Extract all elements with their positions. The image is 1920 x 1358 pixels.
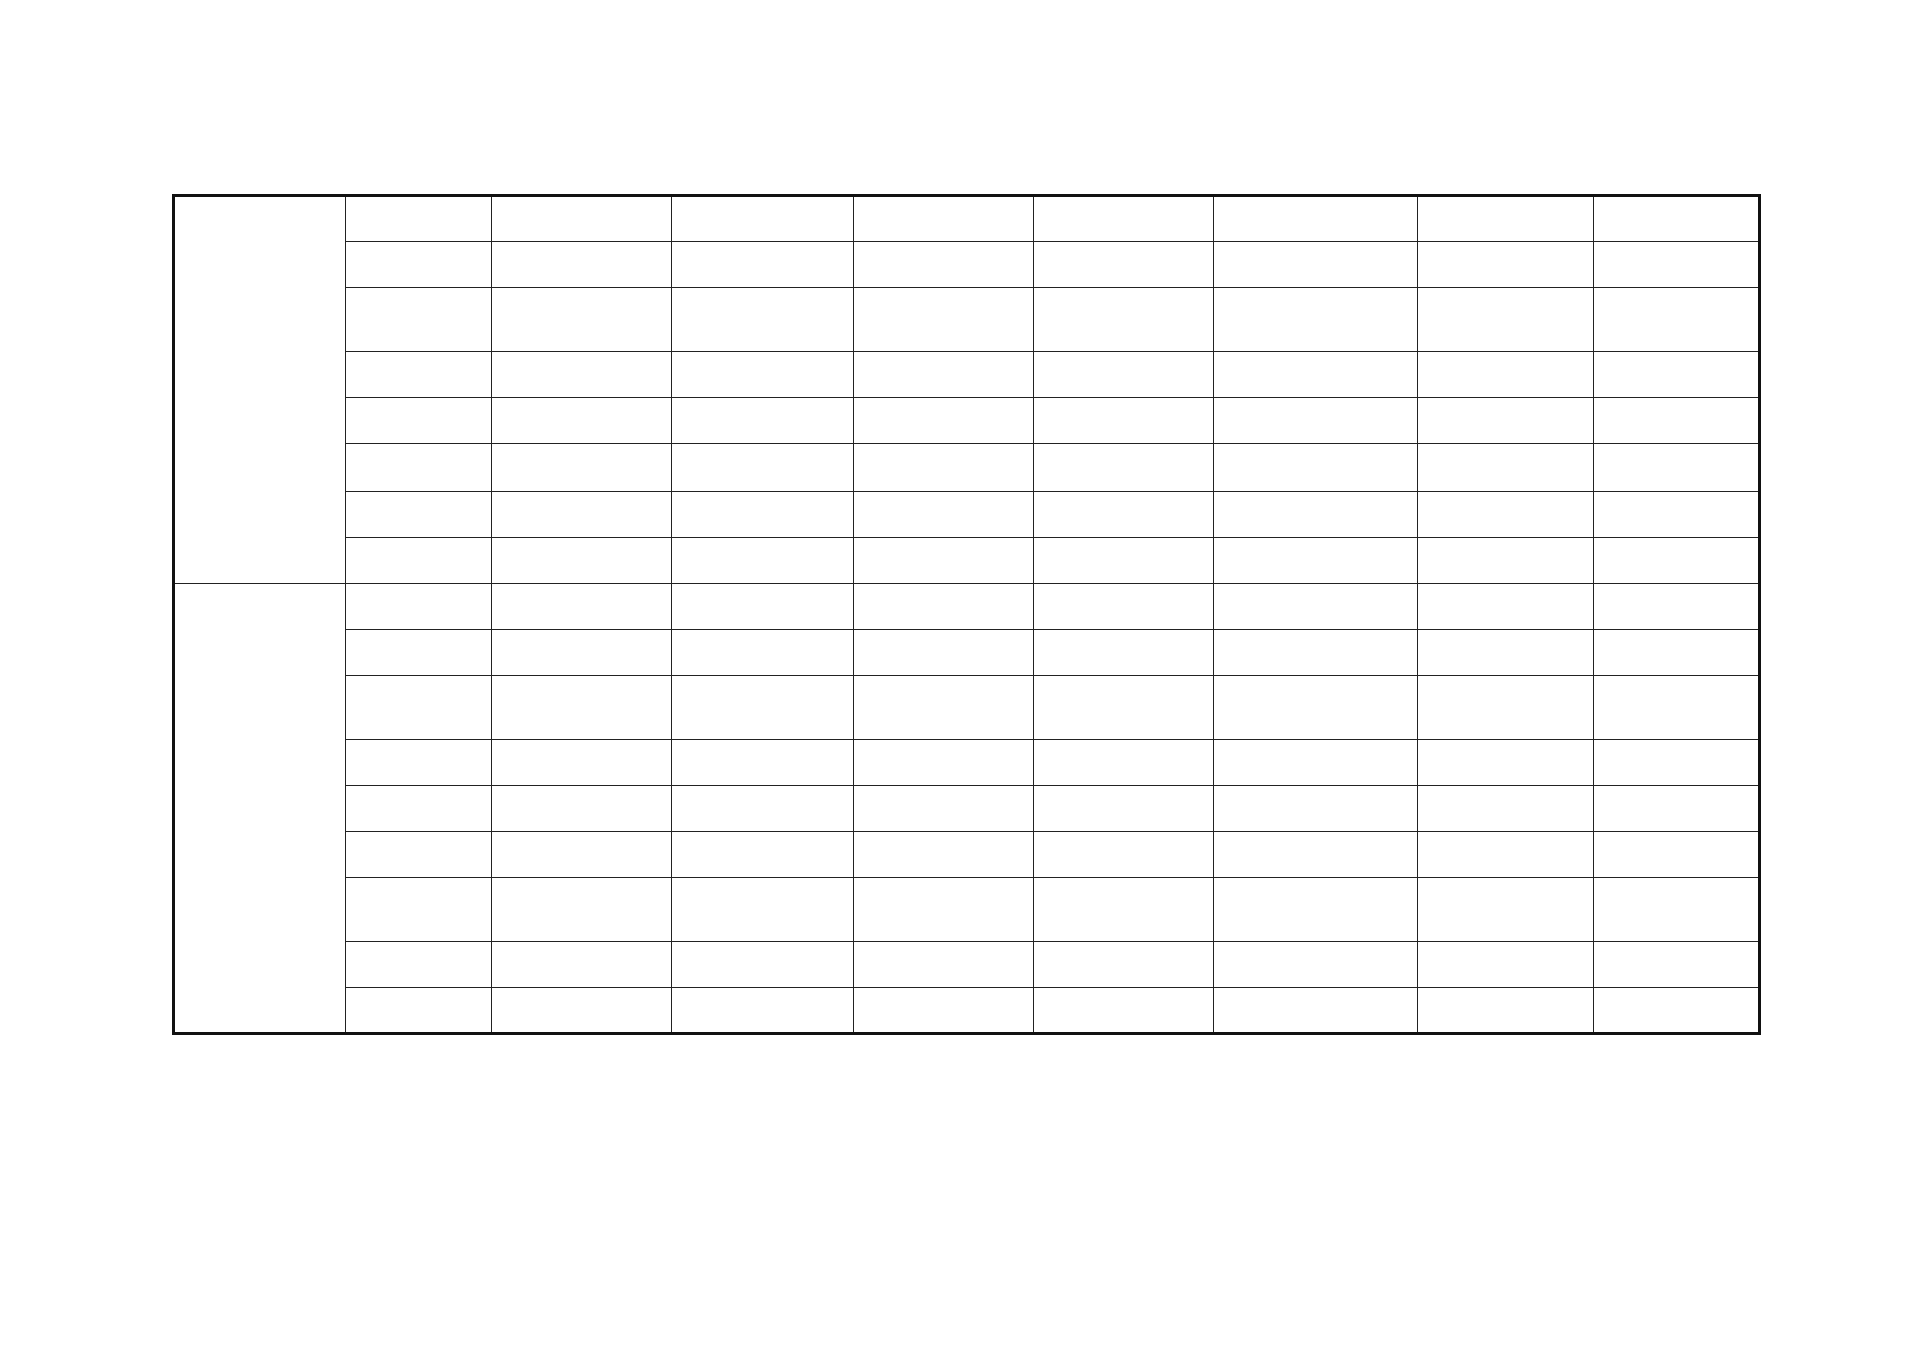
- waste-name-cell: [346, 832, 492, 878]
- value-cell: [1214, 740, 1418, 786]
- value-cell: [492, 630, 672, 676]
- value-cell: [492, 786, 672, 832]
- waste-name-cell: [346, 196, 492, 242]
- table-row: [174, 398, 1760, 444]
- value-cell: [1214, 492, 1418, 538]
- value-cell: [492, 242, 672, 288]
- value-cell: [1214, 584, 1418, 630]
- waste-name-cell: [346, 786, 492, 832]
- value-cell: [854, 584, 1034, 630]
- value-cell: [854, 288, 1034, 352]
- category-cell: [174, 584, 346, 1034]
- value-cell: [1034, 352, 1214, 398]
- value-cell: [1594, 786, 1760, 832]
- waste-name-cell: [346, 242, 492, 288]
- waste-name-cell: [346, 988, 492, 1034]
- value-cell: [1594, 740, 1760, 786]
- value-cell: [672, 786, 854, 832]
- table-row: [174, 988, 1760, 1034]
- table-row: [174, 676, 1760, 740]
- value-cell: [1594, 492, 1760, 538]
- waste-name-cell: [346, 398, 492, 444]
- value-cell: [1214, 676, 1418, 740]
- value-cell: [854, 740, 1034, 786]
- value-cell: [1214, 878, 1418, 942]
- value-cell: [672, 832, 854, 878]
- value-cell: [1034, 630, 1214, 676]
- value-cell: [672, 584, 854, 630]
- value-cell: [1034, 288, 1214, 352]
- value-cell: [854, 492, 1034, 538]
- value-cell: [492, 878, 672, 942]
- value-cell: [1418, 538, 1594, 584]
- value-cell: [1034, 444, 1214, 492]
- table-row: [174, 832, 1760, 878]
- value-cell: [672, 988, 854, 1034]
- value-cell: [1214, 242, 1418, 288]
- category-cell: [174, 196, 346, 584]
- value-cell: [854, 676, 1034, 740]
- waste-name-cell: [346, 444, 492, 492]
- value-cell: [854, 630, 1034, 676]
- value-cell: [1418, 942, 1594, 988]
- value-cell: [492, 444, 672, 492]
- value-cell: [672, 444, 854, 492]
- value-cell: [672, 942, 854, 988]
- waste-name-cell: [346, 676, 492, 740]
- value-cell: [492, 288, 672, 352]
- table-row: [174, 740, 1760, 786]
- value-cell: [854, 444, 1034, 492]
- waste-name-cell: [346, 538, 492, 584]
- value-cell: [1594, 352, 1760, 398]
- value-cell: [1418, 786, 1594, 832]
- value-cell: [1034, 398, 1214, 444]
- table-row: [174, 786, 1760, 832]
- value-cell: [1034, 786, 1214, 832]
- value-cell: [1594, 196, 1760, 242]
- value-cell: [492, 196, 672, 242]
- value-cell: [672, 538, 854, 584]
- value-cell: [854, 878, 1034, 942]
- value-cell: [854, 832, 1034, 878]
- value-cell: [854, 786, 1034, 832]
- waste-name-cell: [346, 584, 492, 630]
- value-cell: [672, 676, 854, 740]
- value-cell: [1418, 740, 1594, 786]
- value-cell: [1214, 444, 1418, 492]
- value-cell: [1418, 444, 1594, 492]
- value-cell: [672, 288, 854, 352]
- value-cell: [1034, 878, 1214, 942]
- value-cell: [854, 398, 1034, 444]
- value-cell: [672, 878, 854, 942]
- value-cell: [1418, 878, 1594, 942]
- value-cell: [1214, 352, 1418, 398]
- value-cell: [1214, 196, 1418, 242]
- waste-name-cell: [346, 942, 492, 988]
- value-cell: [492, 832, 672, 878]
- waste-name-cell: [346, 740, 492, 786]
- value-cell: [672, 740, 854, 786]
- value-cell: [1034, 942, 1214, 988]
- value-cell: [1418, 398, 1594, 444]
- value-cell: [1418, 352, 1594, 398]
- value-cell: [1034, 988, 1214, 1034]
- waste-table-body: [174, 196, 1760, 1034]
- value-cell: [492, 942, 672, 988]
- value-cell: [492, 676, 672, 740]
- value-cell: [1594, 538, 1760, 584]
- table-row: [174, 538, 1760, 584]
- value-cell: [1594, 584, 1760, 630]
- table-row: [174, 584, 1760, 630]
- value-cell: [1418, 288, 1594, 352]
- waste-name-cell: [346, 630, 492, 676]
- value-cell: [1418, 196, 1594, 242]
- value-cell: [1594, 444, 1760, 492]
- value-cell: [854, 538, 1034, 584]
- value-cell: [1214, 630, 1418, 676]
- table-row: [174, 492, 1760, 538]
- value-cell: [1594, 676, 1760, 740]
- value-cell: [1214, 538, 1418, 584]
- table-row: [174, 878, 1760, 942]
- value-cell: [854, 942, 1034, 988]
- value-cell: [1594, 942, 1760, 988]
- value-cell: [672, 630, 854, 676]
- value-cell: [1418, 988, 1594, 1034]
- value-cell: [492, 492, 672, 538]
- value-cell: [672, 492, 854, 538]
- value-cell: [1594, 630, 1760, 676]
- waste-name-cell: [346, 878, 492, 942]
- value-cell: [492, 352, 672, 398]
- value-cell: [1034, 584, 1214, 630]
- table-row: [174, 196, 1760, 242]
- value-cell: [1034, 242, 1214, 288]
- value-cell: [1594, 398, 1760, 444]
- value-cell: [1034, 740, 1214, 786]
- value-cell: [672, 242, 854, 288]
- value-cell: [1214, 988, 1418, 1034]
- value-cell: [492, 988, 672, 1034]
- table-row: [174, 630, 1760, 676]
- value-cell: [1034, 538, 1214, 584]
- value-cell: [854, 352, 1034, 398]
- value-cell: [492, 740, 672, 786]
- value-cell: [854, 988, 1034, 1034]
- value-cell: [1214, 832, 1418, 878]
- value-cell: [854, 242, 1034, 288]
- value-cell: [1418, 630, 1594, 676]
- value-cell: [492, 398, 672, 444]
- value-cell: [1594, 242, 1760, 288]
- waste-table: [172, 194, 1761, 1035]
- value-cell: [1034, 196, 1214, 242]
- value-cell: [1594, 878, 1760, 942]
- value-cell: [1214, 398, 1418, 444]
- value-cell: [672, 398, 854, 444]
- value-cell: [1214, 786, 1418, 832]
- value-cell: [1214, 288, 1418, 352]
- table-row: [174, 242, 1760, 288]
- value-cell: [492, 584, 672, 630]
- value-cell: [1034, 832, 1214, 878]
- value-cell: [1034, 492, 1214, 538]
- value-cell: [672, 196, 854, 242]
- table-row: [174, 352, 1760, 398]
- value-cell: [1418, 492, 1594, 538]
- value-cell: [1418, 676, 1594, 740]
- table-row: [174, 942, 1760, 988]
- table-row: [174, 444, 1760, 492]
- value-cell: [1418, 242, 1594, 288]
- value-cell: [1418, 832, 1594, 878]
- waste-name-cell: [346, 352, 492, 398]
- value-cell: [492, 538, 672, 584]
- value-cell: [1594, 832, 1760, 878]
- waste-name-cell: [346, 288, 492, 352]
- value-cell: [1594, 288, 1760, 352]
- value-cell: [854, 196, 1034, 242]
- table-row: [174, 288, 1760, 352]
- value-cell: [1034, 676, 1214, 740]
- value-cell: [1418, 584, 1594, 630]
- waste-name-cell: [346, 492, 492, 538]
- value-cell: [672, 352, 854, 398]
- value-cell: [1214, 942, 1418, 988]
- value-cell: [1594, 988, 1760, 1034]
